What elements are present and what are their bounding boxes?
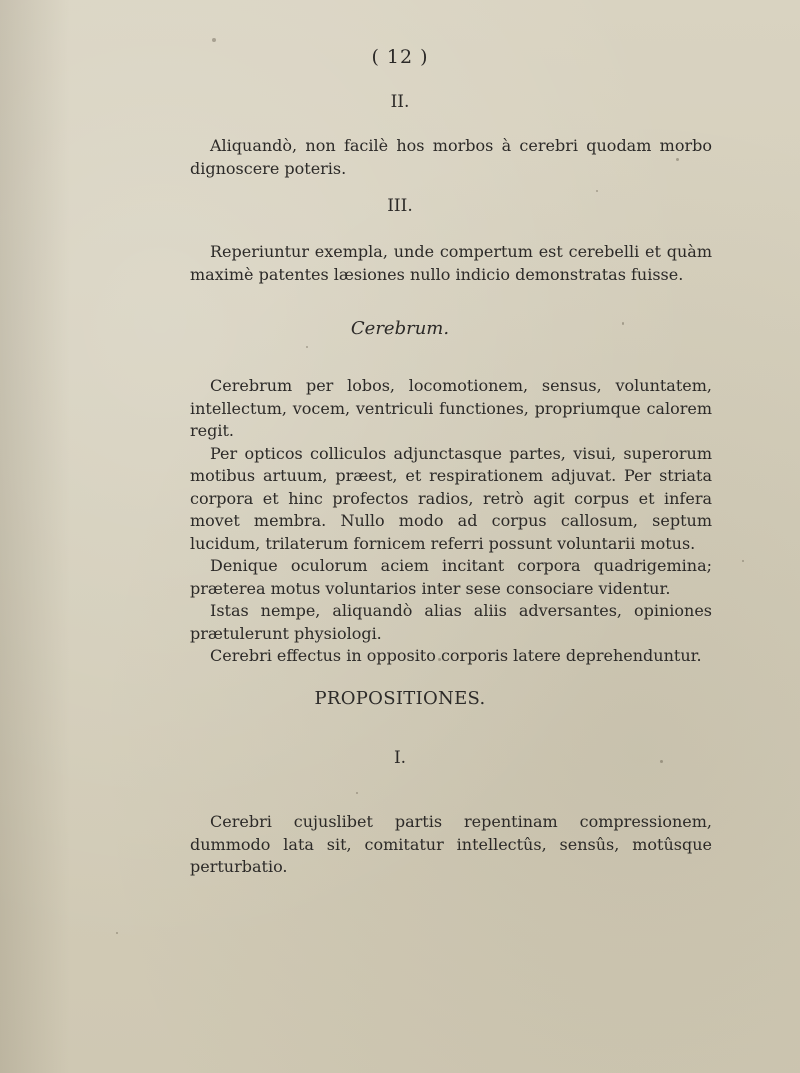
- section-iii-paragraph: [190, 241, 712, 286]
- cerebrum-paragraph: Denique oculorum aciem incitant corpora quadrigemina; præterea motus voluntarios inter sese consociare videntur.: [190, 556, 712, 598]
- foxing-spot: [306, 346, 308, 348]
- propositiones-heading: PROPOSITIONES.: [314, 688, 486, 709]
- foxing-spot: [596, 190, 598, 192]
- section-ii-paragraph: [190, 135, 712, 180]
- foxing-spot: [438, 658, 441, 661]
- cerebrum-paragraph: Per opticos colliculos adjunctasque partes, visui, superorum motibus artuum, præest, et respirationem adjuvat. Per striata corpora et hinc profectos radios, retrò agit corpus et infera movet membra. Nullo modo ad corpus callosum, septum lucidum, trilaterum fornicem referri possunt voluntarii motus.: [190, 443, 712, 553]
- page-number: ( 12 ): [371, 46, 429, 68]
- cerebrum-section: [190, 375, 712, 668]
- cerebrum-paragraph: Cerebrum per lobos, locomotionem, sensus, voluntatem, intellectum, vocem, ventriculi functiones, propriumque calorem regit.: [190, 376, 712, 440]
- foxing-spot: [676, 158, 679, 161]
- cerebrum-heading: Cerebrum.: [350, 318, 450, 339]
- proposition-i-paragraph: [190, 811, 712, 879]
- foxing-spot: [622, 322, 624, 325]
- foxing-spot: [660, 760, 663, 763]
- foxing-spot: [212, 38, 216, 42]
- page-edge-shadow: [0, 0, 70, 1073]
- section-iii-text: Reperiuntur exempla, unde compertum est cerebelli et quàm maximè patentes læsiones nullo indicio demonstratas fuisse.: [190, 242, 712, 284]
- section-ii-text: Aliquandò, non facilè hos morbos à cerebri quodam morbo dignoscere poteris.: [190, 136, 712, 178]
- proposition-i-text: Cerebri cujuslibet partis repentinam compressionem, dummodo lata sit, comitatur intellectûs, sensûs, motûsque perturbatio.: [190, 812, 712, 876]
- proposition-i-heading: I.: [393, 748, 407, 768]
- section-iii-heading: III.: [387, 196, 413, 216]
- cerebrum-paragraph: Istas nempe, aliquandò alias aliis adversantes, opiniones prætulerunt physiologi.: [190, 601, 712, 643]
- foxing-spot: [742, 560, 744, 562]
- section-ii-heading: II.: [390, 92, 410, 112]
- cerebrum-paragraph: Cerebri effectus in opposito corporis latere deprehenduntur.: [210, 646, 702, 665]
- foxing-spot: [116, 932, 118, 934]
- foxing-spot: [356, 792, 358, 794]
